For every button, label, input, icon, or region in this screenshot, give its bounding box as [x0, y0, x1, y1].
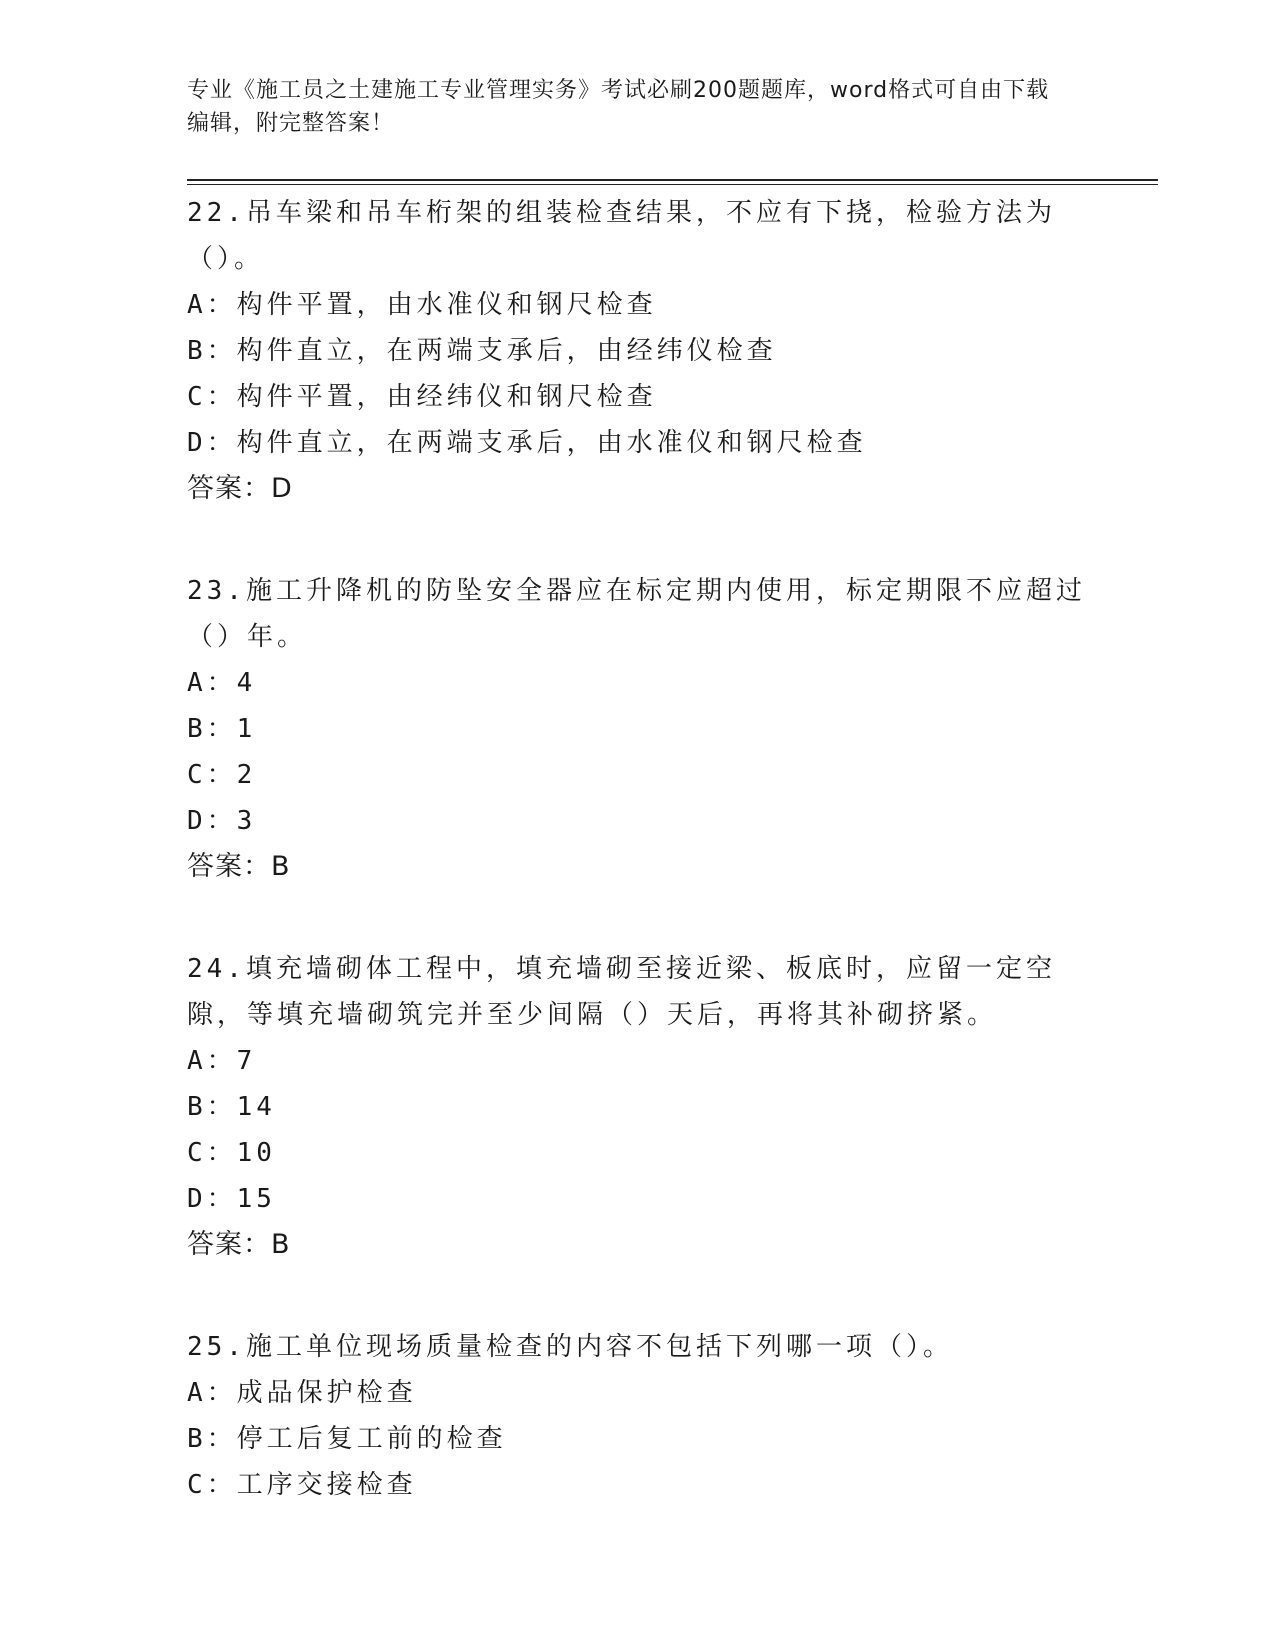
header-divider-thick: [187, 179, 1158, 181]
option-b: B：停工后复工前的检查: [187, 1424, 507, 1454]
question-stem: 23.施工升降机的防坠安全器应在标定期内使用，标定期限不应超过（）年。: [187, 576, 1086, 652]
question-stem: 24.填充墙砌体工程中，填充墙砌至接近梁、板底时，应留一定空隙，等填充墙砌筑完并至少间隔（）天后，再将其补砌挤紧。: [187, 954, 1056, 1030]
option-a: A：7: [187, 1046, 257, 1076]
question-list: [187, 190, 1087, 1508]
question-23: [187, 568, 1087, 890]
option-b: B：14: [187, 1092, 276, 1122]
answer-line: 答案：B: [187, 1229, 291, 1260]
question-25: [187, 1324, 1087, 1508]
question-spacer: [187, 890, 1087, 946]
answer-line: 答案：D: [187, 473, 293, 504]
question-24: [187, 946, 1087, 1268]
option-d: D：3: [187, 806, 257, 836]
option-d: D：15: [187, 1184, 276, 1214]
option-c: C：10: [187, 1138, 276, 1168]
question-22: [187, 190, 1087, 512]
answer-line: 答案：B: [187, 851, 291, 882]
option-c: C：工序交接检查: [187, 1470, 417, 1500]
option-b: B：1: [187, 714, 257, 744]
question-stem: 25.施工单位现场质量检查的内容不包括下列哪一项（）。: [187, 1332, 953, 1362]
option-a: A：成品保护检查: [187, 1378, 417, 1408]
option-c: C：2: [187, 760, 257, 790]
document-header: 专业《施工员之土建施工专业管理实务》考试必刷200题题库，word格式可自由下载编辑，附完整答案！: [187, 78, 1050, 136]
question-spacer: [187, 512, 1087, 568]
option-b: B：构件直立，在两端支承后，由经纬仪检查: [187, 336, 777, 366]
option-a: A：4: [187, 668, 257, 698]
question-stem: 22.吊车梁和吊车桁架的组装检查结果，不应有下挠，检验方法为（）。: [187, 198, 1056, 274]
option-a: A：构件平置，由水准仪和钢尺检查: [187, 290, 657, 320]
option-c: C：构件平置，由经纬仪和钢尺检查: [187, 382, 657, 412]
option-d: D：构件直立，在两端支承后，由水准仪和钢尺检查: [187, 428, 867, 458]
header-divider-thin: [187, 184, 1158, 185]
question-spacer: [187, 1268, 1087, 1324]
